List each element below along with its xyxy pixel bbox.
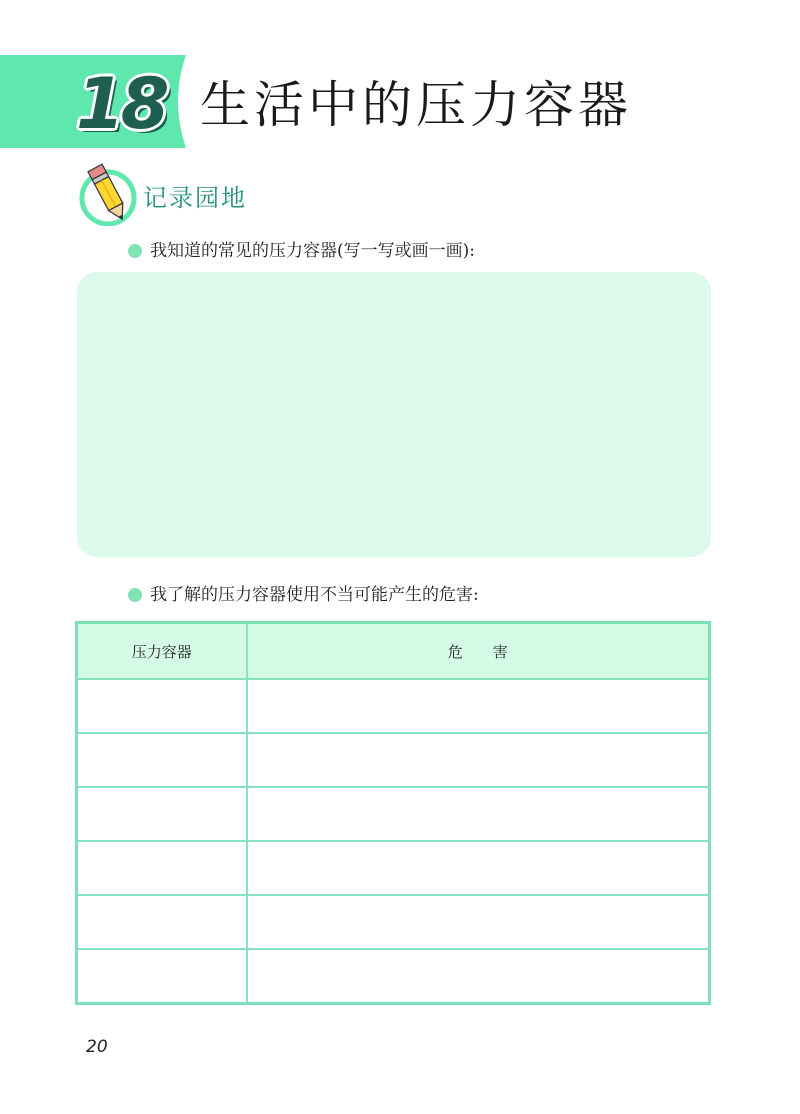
drawing-area[interactable] <box>77 272 711 557</box>
table-prompt: 我了解的压力容器使用不当可能产生的危害: <box>150 585 479 605</box>
table-row <box>77 949 710 1004</box>
table-cell-hazard[interactable] <box>247 949 710 1004</box>
table-header-row <box>77 623 710 680</box>
bullet-dot-icon <box>128 244 142 258</box>
lesson-number: 18 <box>76 63 166 145</box>
table-cell-hazard[interactable] <box>247 895 710 949</box>
table-cell-hazard[interactable] <box>247 787 710 841</box>
lesson-title: 生活中的压力容器 <box>200 76 632 134</box>
table-cell-container[interactable] <box>77 679 247 733</box>
table-cell-container[interactable] <box>77 733 247 787</box>
table-row <box>77 679 710 733</box>
hazard-table <box>75 621 711 1005</box>
page-number: 20 <box>86 1037 108 1057</box>
table-row <box>77 841 710 895</box>
column-header-hazard: 危 害 <box>247 623 710 680</box>
column-header-container: 压力容器 <box>77 623 247 680</box>
table-cell-container[interactable] <box>77 949 247 1004</box>
table-cell-hazard[interactable] <box>247 679 710 733</box>
table-cell-container[interactable] <box>77 841 247 895</box>
table-cell-container[interactable] <box>77 787 247 841</box>
draw-prompt-row <box>128 238 475 264</box>
table-prompt-row <box>128 582 479 608</box>
table-row <box>77 733 710 787</box>
table-cell-hazard[interactable] <box>247 841 710 895</box>
table-row <box>77 895 710 949</box>
pencil-icon <box>78 162 142 226</box>
bullet-dot-icon <box>128 588 142 602</box>
draw-prompt: 我知道的常见的压力容器(写一写或画一画): <box>150 241 475 261</box>
section-heading: 记录园地 <box>143 184 247 212</box>
table-cell-container[interactable] <box>77 895 247 949</box>
table-cell-hazard[interactable] <box>247 733 710 787</box>
table-row <box>77 787 710 841</box>
